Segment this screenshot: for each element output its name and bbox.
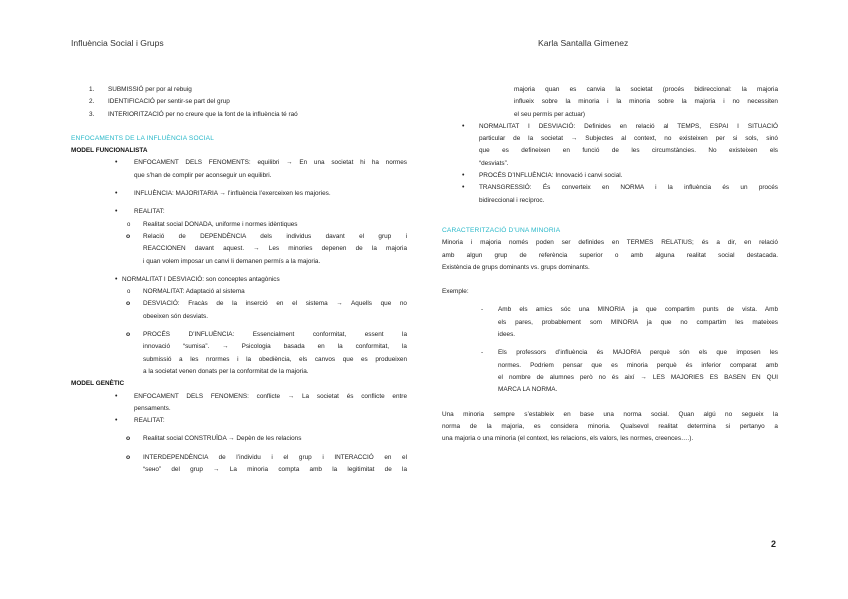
sub-bullet-item: o PROCÉS D’INFLUÈNCIA: Essencialment conformitat, essent la innovació “sumisa”. → Psicologia basada en la conformitat, la submissió a les nrormes i la obediència, els canvos que es produeixen a la societat venen donats per la conformitat de la majoria. (126, 331, 407, 375)
sub-bullet-item: o INTERDEPENDÈNCIA de l’individu i el grup i INTERACCIÓ en el “sено” del grup → La minoria compta amb la legitimitat de la (126, 453, 407, 474)
sub-bullet-item: o Relació de DEPENDÈNCIA dels individus davant el grup i REACCIONEN davant aquest. → Les minories depenen de la majoria i quan volem imposar un canvi li demanen permís a la majoria. (126, 232, 407, 265)
bullet-item: • ENFOCAMENT DELS FENOMENTS: equilibri → En una societat hi ha normes que s’han de complir per aconseguir un equilibri. (115, 159, 407, 179)
section-title: ENFOCAMENTS DE LA INFLUÈNCIA SOCIAL (71, 134, 215, 142)
sub-bullet-item: o NORMALITAT: Adaptació al sistema (127, 288, 245, 296)
sub-bullet-item: o DESVIACIÓ: Fracàs de la inserció en el sistema → Aquells que no obeeixen són desviats. (126, 300, 407, 320)
section-title: CARACTERITZACIÓ D’UNA MINORIA (442, 226, 561, 234)
bullet-item: • NORMALITAT I DESVIACIÓ: son conceptes antagònics (115, 275, 280, 283)
bullet-item: • INFLUÈNCIA: MAJORITARIA → l’influència l’exerceixen les majories. (115, 190, 331, 198)
right-column (442, 84, 778, 445)
bullet-item: • PROCÉS D’INFLUÈNCIA: Innovació i canvi social. (462, 172, 623, 180)
paragraph: Minoria i majoria només poden ser definides en TERMES RELATIUS; és a dir, en relació amb algun grup de referència superior o amb alguna realitat social destacada. Existència de grups dominants vs. grups dominants. (442, 239, 778, 271)
header-author: Karla Santalla Gimenez (538, 38, 629, 48)
sub-bullet-item: o Realitat social CONSTRUÏDA → Depèn de les relacions (126, 435, 302, 443)
paragraph: Una minoria sempre s’estableix en base una norma social. Quan algú no segueix la norma de la majoria, es considera minoria. Qualsevol realitat determina si pertanyo a una majoria o una minoria (el context, les relacions, els valors, les normes, creences….). (442, 410, 778, 443)
bullet-item: • REALITAT: (115, 417, 165, 425)
sub-bullet-item: o Realitat social DONADA, uniforme i normes idèntiques (127, 220, 298, 228)
model-heading: MODEL GENÈTIC (71, 380, 125, 388)
example-item: - Amb els amics sóc una MINORIA ja que compartim punts de vista. Amb els pares, probablement som MINORIA ja que no compartim les mateixes idees. (481, 306, 778, 339)
example-label: Exemple: (442, 288, 469, 296)
left-column (71, 84, 407, 476)
example-item: - Els professors d’influència és MAJORIA perquè són els que imposen les normes. Podriem pensar que es minoria perquè és inferior comparat amb el nombre de alumnes però no és així → LES MAJORIES ES BASEN EN QUI MARCA LA NORMA. (481, 349, 778, 394)
model-heading: MODEL FUNCIONALISTA (71, 147, 148, 155)
header-document-title: Influència Social i Grups (71, 38, 164, 48)
bullet-item: • REALITAT: (115, 208, 165, 216)
bullet-item: • ENFOCAMENT DELS FENOMENS: conflicte → La societat és conflicte entre pensaments. (115, 392, 407, 412)
bullet-item: • TRANSGRESSIÓ: És converteix en NORMA i la influència és un procés bidireccional i recíproc. (462, 184, 778, 204)
numbered-item: 3. INTERIORITZACIÓ per no creure que la font de la influència té raó (89, 110, 298, 118)
numbered-item: 2. IDENTIFICACIÓ per sentir-se part del grup (89, 98, 230, 106)
bullet-item: • NORMALITAT I DESVIACIÓ: Definides en relació al TEMPS, ESPAI I SITUACIÓ particular de la societat → Subjectes al context, no existeixen per si sols, sinó que es defineixen en funció de les circumstàncies. No existeixen els “desviats”. (462, 122, 778, 167)
page-number: 2 (771, 539, 777, 549)
numbered-item: 1. SUBMISSIÓ per por al rebuig (89, 86, 192, 93)
continued-text: majoria quan es canvia la societat (procés bidireccional: la majoria influeix sobre la minoria i la minoria sobre la majoria i no necessiten el seu permís per actuar) (514, 86, 778, 118)
